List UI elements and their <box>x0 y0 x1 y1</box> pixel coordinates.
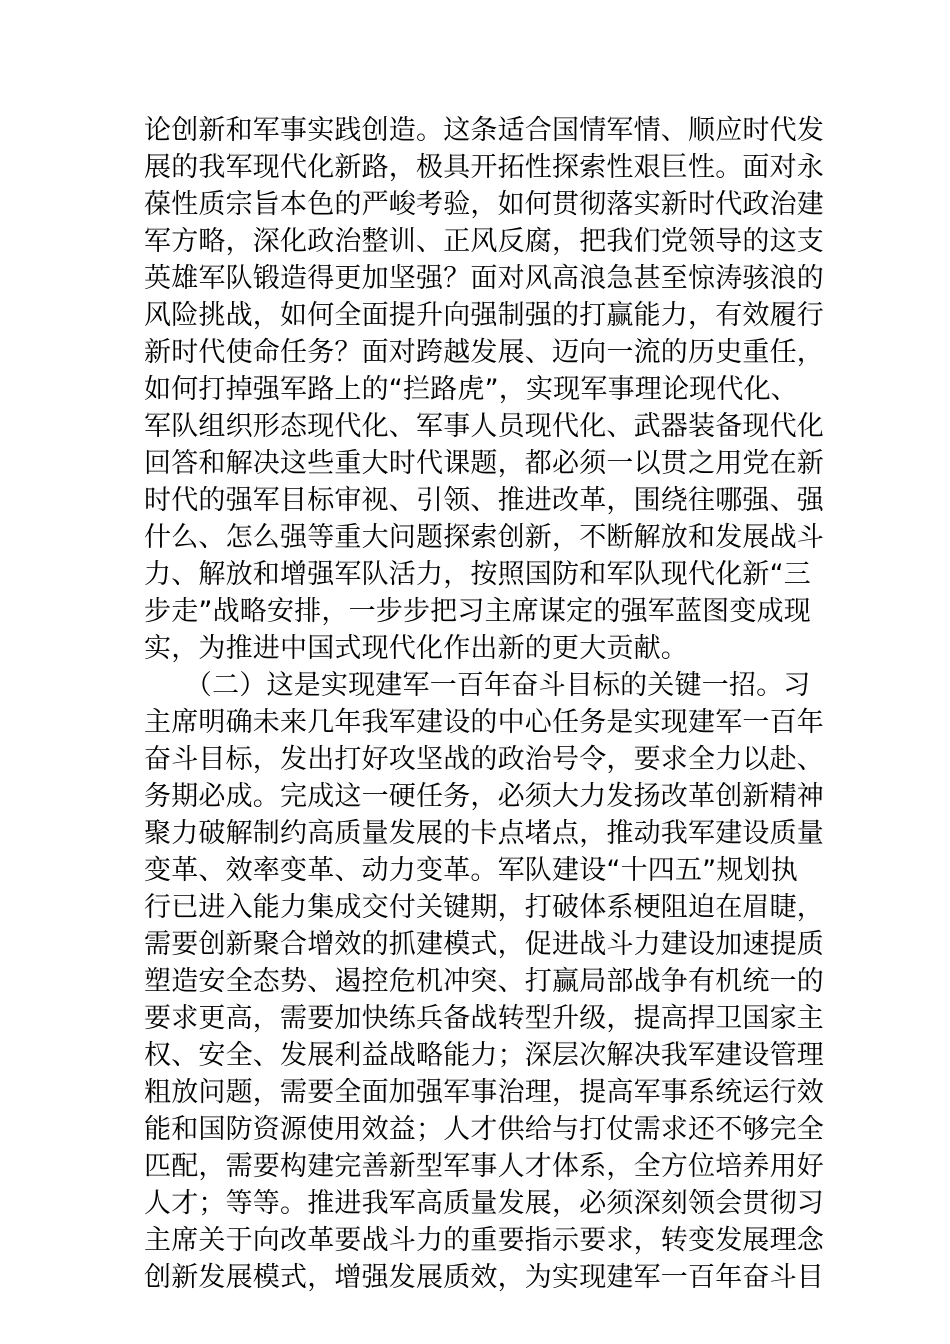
text-line: 什么、怎么强等重大问题探索创新，不断解放和发展战斗 <box>144 522 824 553</box>
text-line: 步走”战略安排，一步步把习主席谋定的强军蓝图变成现 <box>144 596 811 627</box>
text-line: 实，为推进中国式现代化作出新的更大贡献。 <box>144 633 688 664</box>
text-line: 主席关于向改革要战斗力的重要指示要求，转变发展理念 <box>144 1225 824 1256</box>
document-body <box>144 112 824 1296</box>
text-line: 行已进入能力集成交付关键期，打破体系梗阻迫在眉睫， <box>144 892 824 923</box>
text-line: 力、解放和增强军队活力，按照国防和军队现代化新“三 <box>144 559 811 590</box>
text-line: 创新发展模式，增强发展质效，为实现建军一百年奋斗目 <box>144 1262 824 1293</box>
text-line: 葆性质宗旨本色的严峻考验，如何贯彻落实新时代政治建 <box>144 189 824 220</box>
text-line: 新时代使命任务？面对跨越发展、迈向一流的历史重任， <box>144 337 824 368</box>
text-line: 军队组织形态现代化、军事人员现代化、武器装备现代化 <box>144 411 824 442</box>
text-line: 人才；等等。推进我军高质量发展，必须深刻领会贯彻习 <box>144 1188 824 1219</box>
text-line: 风险挑战，如何全面提升向强制强的打赢能力，有效履行 <box>144 300 824 331</box>
text-line: 能和国防资源使用效益；人才供给与打仗需求还不够完全 <box>144 1114 824 1145</box>
text-line: 需要创新聚合增效的抓建模式，促进战斗力建设加速提质 <box>144 929 824 960</box>
text-line: 展的我军现代化新路，极具开拓性探索性艰巨性。面对永 <box>144 152 824 183</box>
text-line: 要求更高，需要加快练兵备战转型升级，提高捍卫国家主 <box>144 1003 824 1034</box>
text-line: 奋斗目标，发出打好攻坚战的政治号令，要求全力以赴、 <box>144 744 824 775</box>
section-heading-line: （二）这是实现建军一百年奋斗目标的关键一招。习 <box>144 670 811 701</box>
text-line: 军方略，深化政治整训、正风反腐，把我们党领导的这支 <box>144 226 824 257</box>
text-line: 主席明确未来几年我军建设的中心任务是实现建军一百年 <box>144 707 824 738</box>
text-line: 回答和解决这些重大时代课题，都必须一以贯之用党在新 <box>144 448 824 479</box>
text-line: 变革、效率变革、动力变革。军队建设“十四五”规划执 <box>144 855 798 886</box>
text-line: 权、安全、发展利益战略能力；深层次解决我军建设管理 <box>144 1040 824 1071</box>
text-line: 务期必成。完成这一硬任务，必须大力发扬改革创新精神 <box>144 781 824 812</box>
text-line: 匹配，需要构建完善新型军事人才体系，全方位培养用好 <box>144 1151 824 1182</box>
text-line: 时代的强军目标审视、引领、推进改革，围绕往哪强、强 <box>144 485 824 516</box>
text-line: 如何打掉强军路上的“拦路虎”，实现军事理论现代化、 <box>144 374 798 405</box>
text-line: 英雄军队锻造得更加坚强？面对风高浪急甚至惊涛骇浪的 <box>144 263 824 294</box>
text-line: 塑造安全态势、遏控危机冲突、打赢局部战争有机统一的 <box>144 966 824 997</box>
text-line: 论创新和军事实践创造。这条适合国情军情、顺应时代发 <box>144 115 824 146</box>
text-line: 聚力破解制约高质量发展的卡点堵点，推动我军建设质量 <box>144 818 824 849</box>
text-line: 粗放问题，需要全面加强军事治理，提高军事系统运行效 <box>144 1077 824 1108</box>
